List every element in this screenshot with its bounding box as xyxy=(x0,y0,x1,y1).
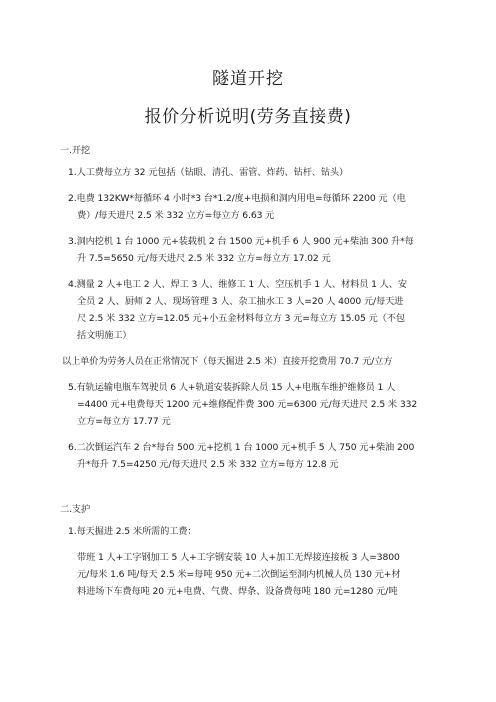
document-title: 隧道开挖 xyxy=(212,69,284,89)
item-2-line-1: 2.电费 132KW*每循环 4 小时*3 台*1.2/度+电损和洞内用电=每循环 2200 元（电 xyxy=(68,193,406,204)
support-item-1-line-3: 料进场下车费每吨 20 元+电费、气费、焊条、设备费每吨 180 元=1280 元/吨 xyxy=(77,586,398,597)
item-1: 1.人工费每立方 32 元包括（钻眼、清孔、雷管、炸药、钻杆、钻头） xyxy=(68,167,349,178)
support-item-1-title: 1.每天掘进 2.5 米所需的工费： xyxy=(68,526,197,537)
item-4-line-1: 4.测量 2 人+电工 2 人、焊工 3 人、维修工 1 人、空压机手 1 人、材料员 1 人、安 xyxy=(68,279,407,290)
item-2-line-2: 费）/每天进尺 2.5 米 332 立方=每立方 6.63 元 xyxy=(77,210,275,221)
item-3-line-2: 升 7.5=5650 元/每天进尺 2.5 米 332 立方=每立方 17.02 元 xyxy=(77,253,331,264)
section-heading-support: 二.支护 xyxy=(60,504,91,515)
item-6-line-2: 升*每升 7.5=4250 元/每天进尺 2.5 米 332 立方=每方 12.8 元 xyxy=(77,459,339,470)
item-4-line-4: 括文明施工） xyxy=(77,330,132,341)
item-4-line-2: 全员 2 人、厨师 2 人、现场管理 3 人、杂工抽水工 3 人=20 人 4000 元/每天进 xyxy=(77,296,404,307)
item-6-line-1: 6.二次倒运汽车 2 台*每台 500 元+挖机 1 台 1000 元+机手 5 人 750 元+柴油 200 xyxy=(68,442,415,453)
support-item-1-line-2: 元/每米 1.6 吨/每天 2.5 米=每吨 950 元+二次倒运至洞内机械人员 130 元+材 xyxy=(77,569,401,580)
unit-price-note: 以上单价为劳务人员在正常情况下（每天掘进 2.5 米）直接开挖费用 70.7 元/立方 xyxy=(62,356,393,367)
support-item-1-line-1: 带班 1 人+工字钢加工 5 人+工字钢安装 10 人+加工无焊接连接板 3 人=3800 xyxy=(77,552,400,563)
item-5-line-3: 立方=每立方 17.77 元 xyxy=(77,416,171,427)
item-3-line-1: 3.洞内挖机 1 台 1000 元+装载机 2 台 1500 元+机手 6 人 900 元+柴油 300 升*每 xyxy=(68,236,414,247)
item-4-line-3: 尺 2.5 米 332 立方=12.05 元+小五金材料每立方 3 元=每立方 15.05 元（不包 xyxy=(77,313,405,324)
section-heading-excavation: 一.开挖 xyxy=(60,145,91,156)
item-5-line-2: =4400 元+电费每天 1200 元+维修配件费 300 元=6300 元/每天进尺 2.5 米 332 xyxy=(77,399,418,410)
item-5-line-1: 5.有轨运输电瓶车驾驶员 6 人+轨道安装拆除人员 15 人+电瓶车维护维修员 1 人 xyxy=(68,382,396,393)
document-subtitle: 报价分析说明(劳务直接费) xyxy=(144,107,352,127)
